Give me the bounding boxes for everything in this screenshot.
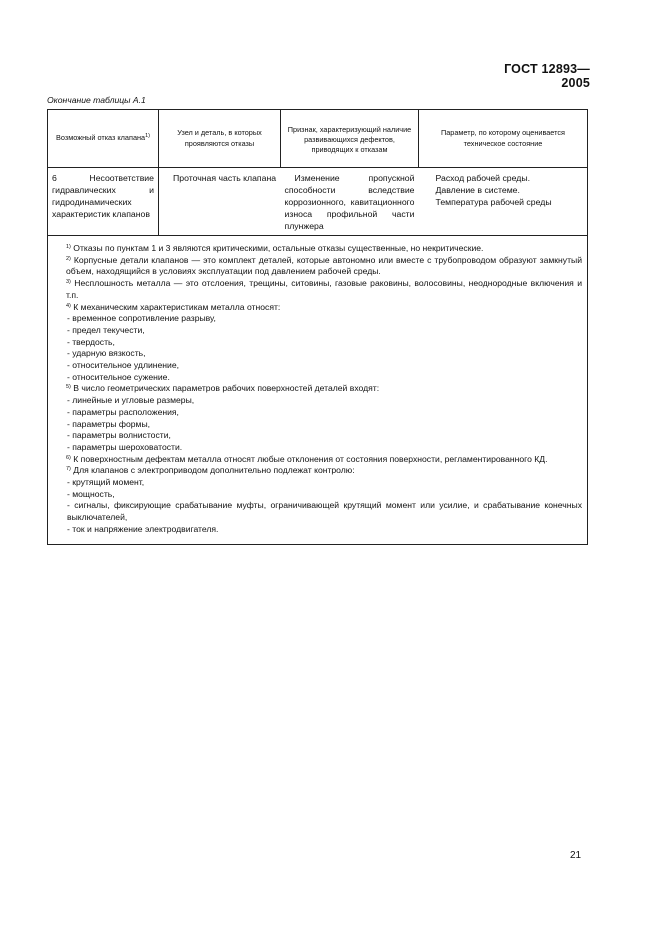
footnote-list-item bbox=[53, 524, 582, 536]
footnotes-cell bbox=[48, 236, 588, 545]
parameter-line: Расход рабочей среды. bbox=[435, 173, 530, 183]
footnote-text: - относительное сужение. bbox=[67, 371, 170, 382]
failure-table bbox=[47, 109, 588, 545]
footnote bbox=[53, 243, 582, 255]
footnote-text: - сигналы, фиксирующие срабатывание муфты, ограничивающей крутящий момент или усилие, и срабатывание конечных выключателей, bbox=[67, 500, 582, 523]
footnote-list-item bbox=[53, 395, 582, 407]
cell-part: Проточная часть клапана bbox=[159, 168, 281, 236]
footnote-mark: 6) bbox=[66, 454, 71, 461]
footnote-mark: 1) bbox=[66, 244, 71, 250]
footnote-list-item bbox=[53, 477, 582, 489]
footnote-text: Для клапанов с электроприводом дополнительно подлежат контролю: bbox=[73, 465, 355, 476]
footnote-mark: 7) bbox=[66, 466, 71, 473]
footnote-list-item bbox=[53, 325, 582, 337]
footnote-text: - параметры формы, bbox=[67, 418, 151, 429]
table-row bbox=[48, 168, 588, 236]
cell-failure: 6 Несоответствие гидравлических и гидродинамических характеристик клапанов bbox=[48, 168, 159, 236]
footnote bbox=[53, 454, 582, 466]
footnote-text: - предел текучести, bbox=[67, 324, 145, 335]
footnote-list-item bbox=[53, 442, 582, 454]
footnote-text: - временное сопротивление разрыву, bbox=[67, 313, 216, 324]
footnote-text: - параметры шероховатости. bbox=[67, 441, 183, 452]
footnote-text: - твердость, bbox=[67, 336, 115, 347]
column-header-part: Узел и деталь, в которых проявляются отказы bbox=[159, 110, 281, 168]
footnote-list-item bbox=[53, 419, 582, 431]
footnote-list-item bbox=[53, 348, 582, 360]
table-header-row bbox=[48, 110, 588, 168]
footnote-text: В число геометрических параметров рабочих поверхностей деталей входят: bbox=[73, 383, 380, 394]
footnote-text: - параметры волнистости, bbox=[67, 430, 171, 441]
footnote bbox=[53, 278, 582, 301]
document-standard-number: ГОСТ 12893—2005 bbox=[504, 62, 590, 90]
page-number: 21 bbox=[570, 850, 582, 861]
footnote-list-item bbox=[53, 313, 582, 325]
column-header-parameter: Параметр, по которому оценивается техническое состояние bbox=[419, 110, 588, 168]
footnote-text: - крутящий момент, bbox=[67, 477, 145, 488]
footnotes-row bbox=[48, 236, 588, 545]
footnote-list-item bbox=[53, 360, 582, 372]
footnote-mark: 5) bbox=[66, 384, 71, 391]
footnote-text: - ток и напряжение электродвигателя. bbox=[67, 523, 219, 534]
footnote-list-item bbox=[53, 500, 582, 523]
cell-sign: Изменение пропускной способности вследствие коррозионного, кавитационного износа профильной части плунжера bbox=[281, 168, 419, 236]
table-caption: Окончание таблицы А.1 bbox=[47, 95, 146, 105]
footnote-mark: 2) bbox=[66, 255, 71, 262]
footnote-text: Несплошность металла — это отслоения, трещины, ситовины, газовые раковины, волосовины, неоднородные включения и т.п. bbox=[66, 278, 582, 300]
cell-parameter bbox=[419, 168, 588, 236]
footnote-text: К поверхностным дефектам металла относят любые отклонения от состояния поверхности, регламентированного КД. bbox=[73, 453, 548, 464]
footnote-list-item bbox=[53, 489, 582, 501]
footnote-text: Отказы по пунктам 1 и 3 являются критическими, остальные отказы существенные, но некритические. bbox=[73, 243, 484, 253]
parameter-line: Давление в системе. bbox=[435, 185, 520, 195]
footnote bbox=[53, 302, 582, 314]
footnote-mark: 3) bbox=[66, 279, 71, 286]
footnote-text: - мощность, bbox=[67, 488, 115, 499]
footnote-text: К механическим характеристикам металла относят: bbox=[73, 301, 281, 312]
footnote-list-item bbox=[53, 407, 582, 419]
column-header-sign: Признак, характеризующий наличие развивающихся дефектов, приводящих к отказам bbox=[281, 110, 419, 168]
footnote-text: - линейные и угловые размеры, bbox=[67, 395, 195, 406]
footnote-list-item bbox=[53, 337, 582, 349]
footnote-text: Корпусные детали клапанов — это комплект деталей, которые автономно или вместе с трубопроводом образуют замкнутый объем, находящийся в условиях эксплуатации под давлением рабочей среды. bbox=[66, 254, 582, 277]
parameter-line: Температура рабочей среды bbox=[435, 197, 552, 207]
column-header-failure: Возможный отказ клапана$^{1)}$ bbox=[48, 110, 159, 168]
footnote bbox=[53, 255, 582, 278]
footnote-mark: 4) bbox=[66, 302, 71, 309]
footnote-list-item bbox=[53, 372, 582, 384]
footnote-list-item bbox=[53, 430, 582, 442]
footnote-text: - ударную вязкость, bbox=[67, 348, 146, 359]
footnote bbox=[53, 465, 582, 477]
footnote-text: - относительное удлинение, bbox=[67, 360, 179, 371]
footnote-text: - параметры расположения, bbox=[67, 406, 179, 417]
footnote bbox=[53, 383, 582, 395]
